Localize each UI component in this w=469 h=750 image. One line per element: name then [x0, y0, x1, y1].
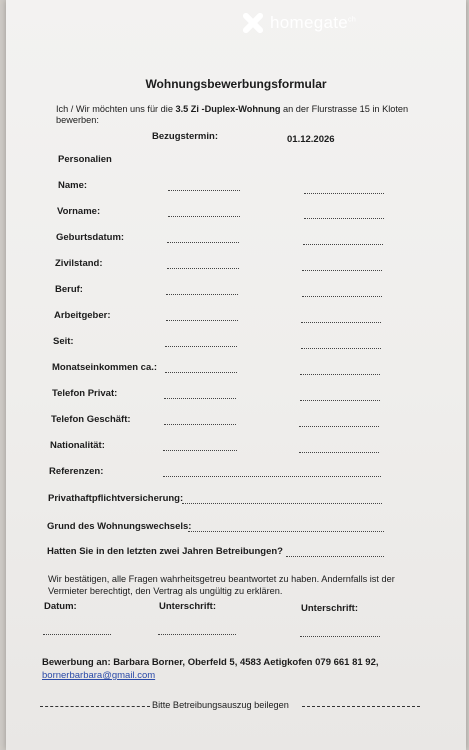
section-personal: Personalien: [58, 154, 112, 165]
field-label-monatseinkommen: Monatseinkommen ca.:: [52, 362, 158, 373]
intro-pre: Ich / Wir möchten uns für die: [56, 104, 176, 114]
signature-line-1[interactable]: [158, 634, 236, 635]
reason-label: Grund des Wohnungswechsels:: [47, 521, 192, 532]
field-line-telefon-geschaeft-1[interactable]: [164, 424, 236, 425]
date-label: Datum:: [44, 601, 77, 612]
field-line-telefon-privat-2[interactable]: [300, 400, 380, 401]
move-in-label: Bezugstermin:: [152, 131, 218, 142]
field-line-beruf-2[interactable]: [302, 296, 382, 297]
move-in-date: 01.12.2026: [287, 134, 335, 145]
homegate-logo-icon: [242, 12, 264, 34]
date-line[interactable]: [43, 634, 111, 635]
reason-line[interactable]: [188, 531, 384, 532]
field-line-arbeitgeber-1[interactable]: [166, 320, 238, 321]
apply-email-link[interactable]: bornerbarbara@gmail.com: [42, 670, 156, 681]
watermark-suffix: ch: [348, 16, 357, 24]
apartment-type: 3.5 Zi -Duplex-Wohnung: [175, 104, 281, 114]
apply-to: [42, 657, 379, 668]
insurance-line[interactable]: [182, 503, 382, 504]
field-line-nationalitaet-2[interactable]: [299, 452, 379, 453]
debt-answer-line[interactable]: [286, 556, 384, 557]
field-line-arbeitgeber-2[interactable]: [301, 322, 381, 323]
apply-label: Bewerbung an:: [42, 657, 111, 668]
references-label: Referenzen:: [49, 466, 104, 477]
field-line-telefon-geschaeft-2[interactable]: [299, 426, 379, 427]
field-label-arbeitgeber: Arbeitgeber:: [54, 310, 111, 321]
footer-note: Bitte Betreibungsauszug beilegen: [152, 700, 289, 710]
signature-line-2[interactable]: [300, 636, 380, 637]
references-line[interactable]: [163, 476, 381, 477]
field-line-vorname-1[interactable]: [168, 216, 240, 217]
signature-label-2: Unterschrift:: [301, 603, 359, 614]
footer-dash-right: [302, 706, 420, 707]
field-line-beruf-1[interactable]: [166, 294, 238, 295]
field-label-zivilstand: Zivilstand:: [55, 258, 103, 269]
field-label-telefon-geschaeft: Telefon Geschäft:: [51, 414, 131, 425]
field-label-telefon-privat: Telefon Privat:: [52, 388, 118, 399]
field-label-seit: Seit:: [53, 336, 74, 347]
field-line-name-2[interactable]: [304, 193, 384, 194]
homegate-watermark: [242, 12, 356, 34]
field-label-nationalitaet: Nationalität:: [50, 440, 105, 451]
application-form-sheet: [6, 0, 466, 750]
signature-label-1: Unterschrift:: [159, 601, 217, 612]
form-title: Wohnungsbewerbungsformular: [145, 77, 327, 91]
field-line-seit-2[interactable]: [301, 348, 381, 349]
apply-address: Barbara Borner, Oberfeld 5, 4583 Aetigkofen 079 661 81 92,: [113, 657, 379, 668]
field-line-telefon-privat-1[interactable]: [164, 398, 236, 399]
field-line-vorname-2[interactable]: [304, 218, 384, 219]
debt-question: Hatten Sie in den letzten zwei Jahren Betreibungen?: [47, 546, 283, 557]
field-line-monatseinkommen-1[interactable]: [165, 372, 237, 373]
field-line-zivilstand-1[interactable]: [167, 268, 239, 269]
field-label-vorname: Vorname:: [57, 206, 101, 217]
field-line-nationalitaet-1[interactable]: [163, 450, 237, 451]
field-label-geburtsdatum: Geburtsdatum:: [56, 232, 125, 243]
insurance-label: Privathaftpflichtversicherung:: [48, 493, 184, 504]
field-line-seit-1[interactable]: [165, 346, 237, 347]
footer-dash-left: [40, 706, 150, 707]
field-label-beruf: Beruf:: [55, 284, 83, 295]
declaration-text: Wir bestätigen, alle Fragen wahrheitsgetreu beantwortet zu haben. Andernfalls ist der Vermieter berechtigt, den Vertrag als ungültig zu erklären.: [48, 574, 395, 596]
field-label-name: Name:: [58, 180, 88, 191]
field-line-monatseinkommen-2[interactable]: [300, 374, 380, 375]
intro-text: [56, 104, 432, 126]
field-line-name-1[interactable]: [168, 190, 240, 191]
field-line-zivilstand-2[interactable]: [302, 270, 382, 271]
intro-post: an der Flurstrasse 15 in Kloten bewerben:: [56, 104, 409, 125]
watermark-brand: homegate: [270, 13, 349, 32]
field-line-geburtsdatum-2[interactable]: [303, 244, 383, 245]
field-line-geburtsdatum-1[interactable]: [167, 242, 239, 243]
